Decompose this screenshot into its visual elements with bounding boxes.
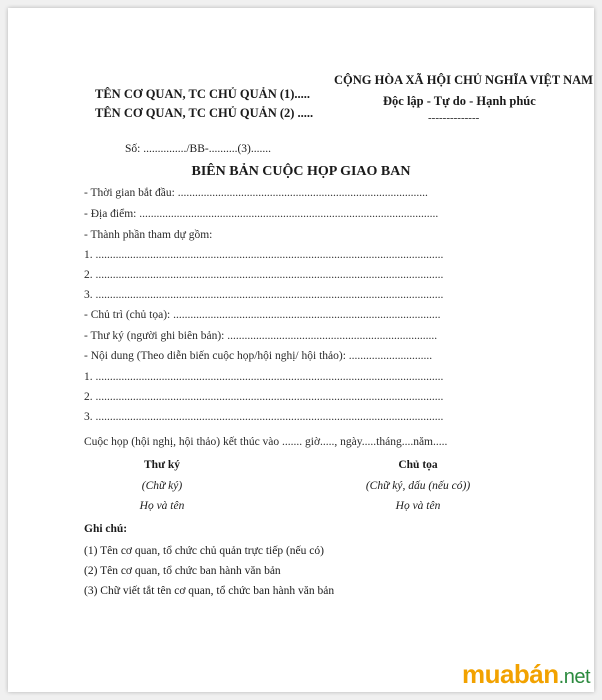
document-number: Số: .............../BB-..........(3).......	[125, 143, 271, 155]
note-item-3: (3) Chữ viết tắt tên cơ quan, tổ chức ban hành văn bản	[84, 585, 335, 597]
form-line: - Địa điểm: ........................................................................................................	[84, 208, 439, 220]
agency-parent-name: TÊN CƠ QUAN, TC CHỦ QUẢN (1).....	[95, 87, 311, 101]
document-title: BIÊN BẢN CUỘC HỌP GIAO BAN	[191, 164, 411, 179]
form-line: 2. .........................................................................................................................	[84, 391, 444, 403]
national-motto: Độc lập - Tự do - Hạnh phúc	[383, 94, 536, 108]
chair-name-hint: Họ và tên	[395, 500, 441, 512]
secretary-sign-hint: (Chữ ký)	[141, 480, 183, 492]
form-line: 1. .........................................................................................................................	[84, 249, 444, 261]
form-line: Cuộc họp (hội nghị, hội thảo) kết thúc vào ....... giờ....., ngày.....tháng....năm.....	[84, 436, 448, 448]
form-line: - Thời gian bắt đầu: .......................................................................................	[84, 187, 428, 199]
logo-brand: muabán	[461, 659, 559, 689]
agency-name: TÊN CƠ QUAN, TC CHỦ QUẢN (2) .....	[95, 106, 314, 120]
secretary-name-hint: Họ và tên	[139, 500, 185, 512]
chair-title: Chủ tọa	[398, 459, 438, 471]
form-line: - Nội dung (Theo diễn biến cuộc họp/hội nghị/ hội thảo): .............................	[84, 350, 433, 362]
logo-tld: .net	[558, 666, 590, 688]
note-item-1: (1) Tên cơ quan, tổ chức chủ quản trực tiếp (nếu có)	[84, 545, 324, 557]
national-title: CỘNG HÒA XÃ HỘI CHỦ NGHĨA VIỆT NAM	[334, 73, 593, 87]
note-item-2: (2) Tên cơ quan, tổ chức ban hành văn bản	[84, 565, 281, 577]
chair-sign-hint: (Chữ ký, dấu (nếu có))	[365, 480, 471, 492]
muaban-logo	[462, 659, 590, 690]
form-line: 1. .........................................................................................................................	[84, 371, 444, 383]
form-line: - Thư ký (người ghi biên bản): .........................................................................	[84, 330, 438, 342]
notes-title: Ghi chú:	[84, 523, 128, 535]
form-line: - Thành phần tham dự gồm:	[84, 229, 213, 241]
form-line: 3. .........................................................................................................................	[84, 289, 444, 301]
motto-rule: --------------	[428, 112, 480, 124]
form-line: 2. .........................................................................................................................	[84, 269, 444, 281]
secretary-title: Thư ký	[144, 459, 180, 471]
form-line: 3. .........................................................................................................................	[84, 411, 444, 423]
form-line: - Chủ trì (chủ tọa): .............................................................................................	[84, 309, 441, 321]
